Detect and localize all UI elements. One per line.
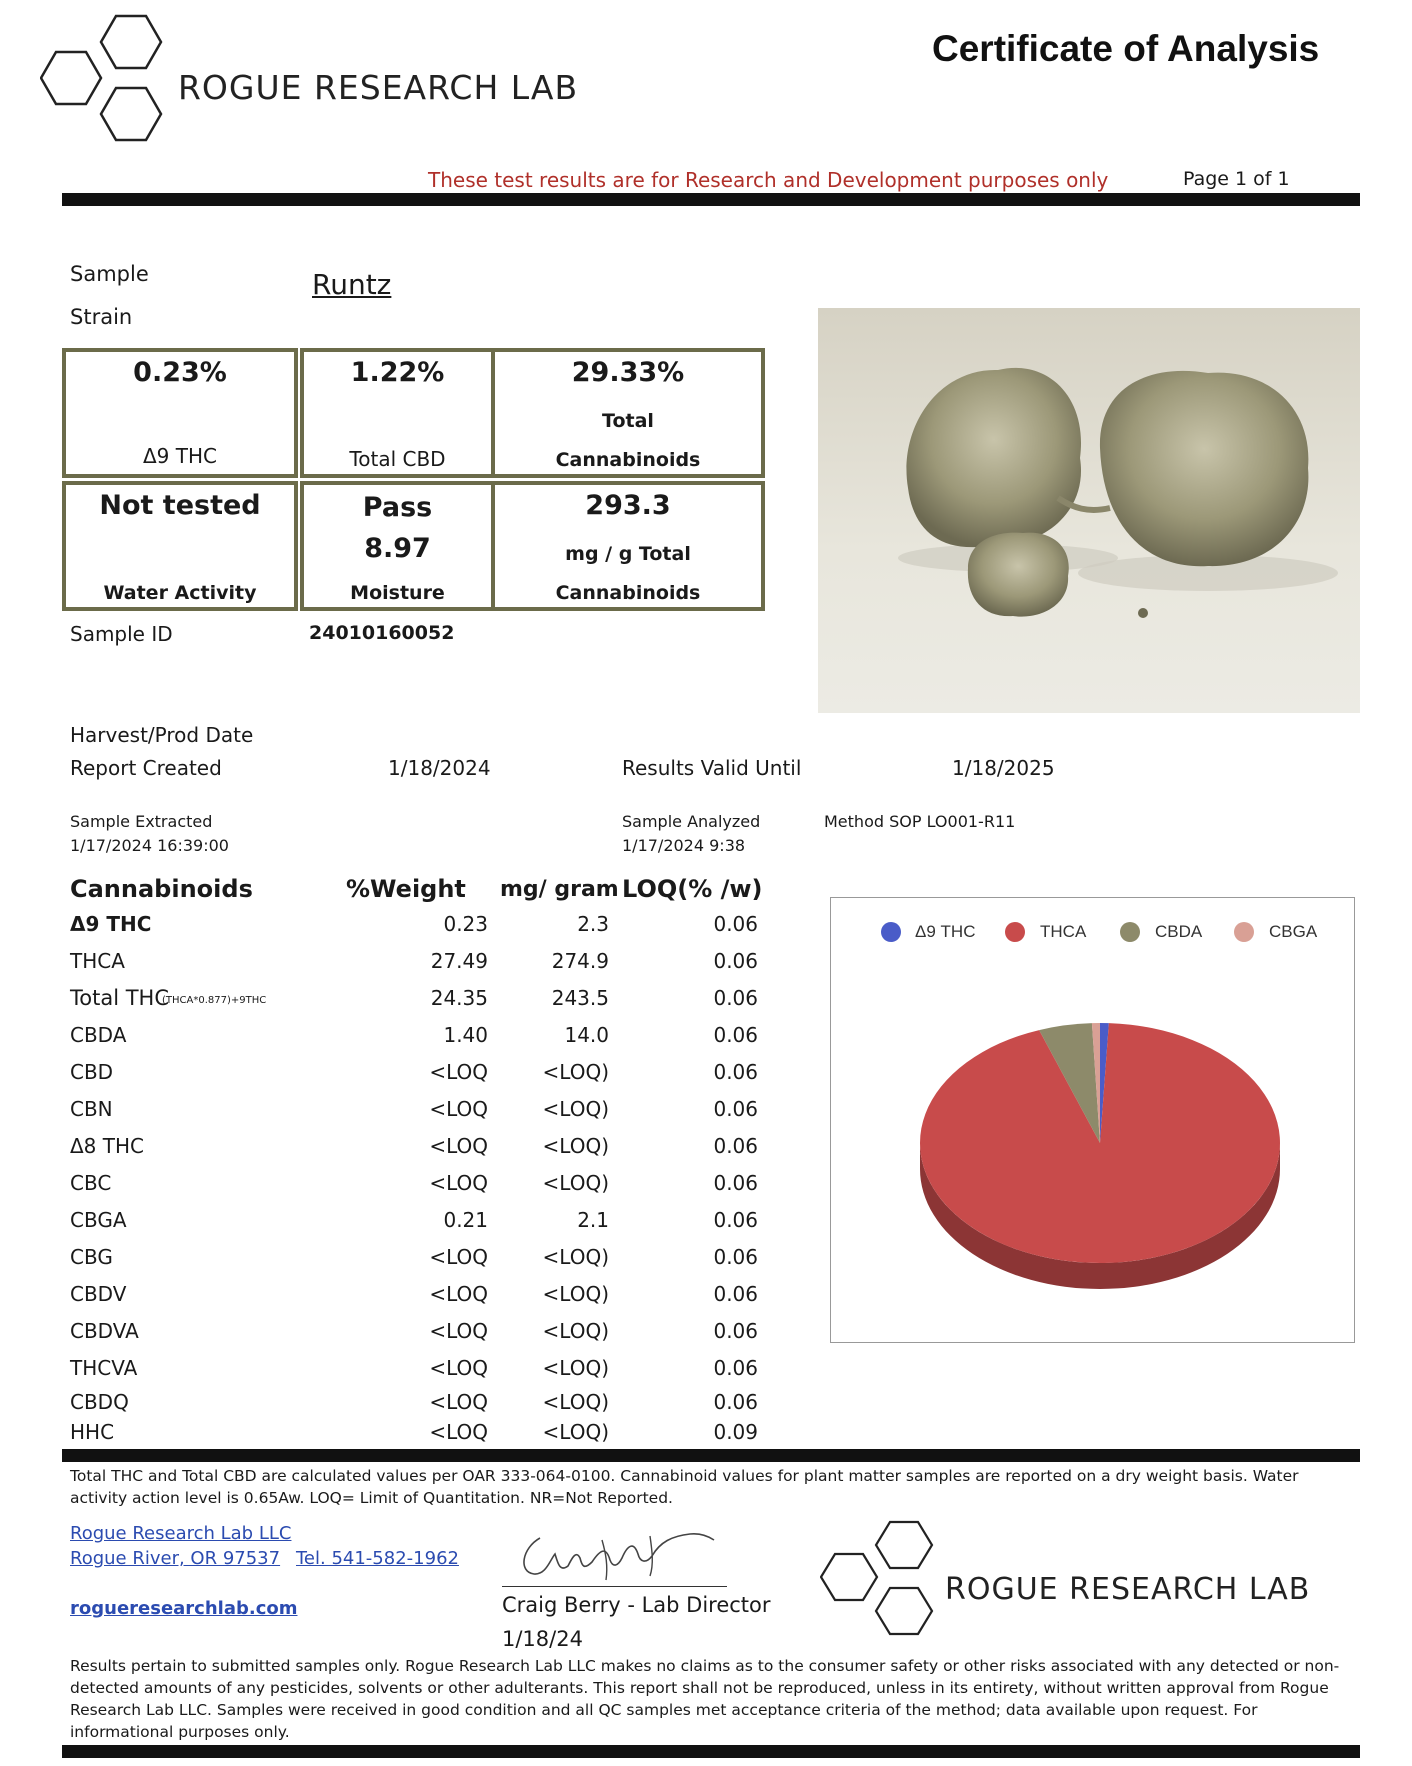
table-row-name: CBD bbox=[70, 1060, 114, 1084]
page-number: Page 1 of 1 bbox=[1183, 168, 1290, 190]
table-cell-loq: 0.06 bbox=[713, 1171, 758, 1195]
logo-hexagons-icon bbox=[40, 14, 180, 144]
legend-label-cbda: CBDA bbox=[1155, 922, 1203, 941]
legend-label-cbga: CBGA bbox=[1269, 922, 1318, 941]
table-cell-weight: <LOQ bbox=[429, 1097, 488, 1121]
sample-label: Sample bbox=[70, 262, 149, 286]
extracted-value: 1/17/2024 16:39:00 bbox=[70, 836, 229, 855]
moisture-result: Pass bbox=[362, 492, 433, 523]
table-cell-weight: <LOQ bbox=[429, 1060, 488, 1084]
mg-total-value: 293.3 bbox=[585, 490, 671, 521]
table-row-name: CBC bbox=[70, 1171, 112, 1195]
table-cell-loq: 0.06 bbox=[713, 1356, 758, 1380]
table-cell-mg: 14.0 bbox=[564, 1023, 609, 1047]
table-cell-loq: 0.06 bbox=[713, 1134, 758, 1158]
table-cell-loq: 0.06 bbox=[713, 1282, 758, 1306]
table-row-name: HHC bbox=[70, 1420, 115, 1444]
table-cell-mg: <LOQ) bbox=[542, 1319, 609, 1343]
col-header-loq: LOQ(% /w) bbox=[622, 875, 763, 903]
table-row-name: Δ8 THC bbox=[70, 1134, 144, 1158]
table-row-name: Total THC bbox=[70, 986, 170, 1010]
method-label: Method SOP LO001-R11 bbox=[824, 812, 1016, 831]
table-row-name: CBGA bbox=[70, 1208, 127, 1232]
table-cell-weight: <LOQ bbox=[429, 1319, 488, 1343]
table-cell-loq: 0.06 bbox=[713, 1208, 758, 1232]
website-link[interactable]: rogueresearchlab.com bbox=[70, 1598, 298, 1619]
table-cell-weight: <LOQ bbox=[429, 1356, 488, 1380]
table-row-name: THCVA bbox=[70, 1356, 138, 1380]
mg-total-label-2: Cannabinoids bbox=[555, 582, 701, 604]
table-cell-weight: 1.40 bbox=[443, 1023, 488, 1047]
report-created-value: 1/18/2024 bbox=[388, 756, 491, 780]
table-row-name: Δ9 THC bbox=[70, 912, 152, 936]
valid-until-label: Results Valid Until bbox=[622, 756, 802, 780]
cbd-value: 1.22% bbox=[350, 357, 445, 388]
table-cell-mg: <LOQ) bbox=[542, 1356, 609, 1380]
sample-id-label: Sample ID bbox=[70, 622, 173, 646]
cbd-label: Total CBD bbox=[349, 447, 446, 471]
total-label-2: Cannabinoids bbox=[555, 449, 701, 471]
table-row-name: THCA bbox=[70, 949, 125, 973]
table-cell-loq: 0.06 bbox=[713, 949, 758, 973]
thc-label: Δ9 THC bbox=[143, 444, 217, 468]
analyzed-label: Sample Analyzed bbox=[622, 812, 761, 831]
table-cell-weight: <LOQ bbox=[429, 1171, 488, 1195]
table-cell-mg: <LOQ) bbox=[542, 1420, 609, 1444]
cannabinoid-chart bbox=[830, 897, 1355, 1343]
table-cell-mg: <LOQ) bbox=[542, 1245, 609, 1269]
legend-label-thca: THCA bbox=[1040, 922, 1087, 941]
document-title: Certificate of Analysis bbox=[932, 28, 1320, 69]
header-logo-text: ROGUE RESEARCH LAB bbox=[178, 68, 579, 107]
table-cell-mg: <LOQ) bbox=[542, 1097, 609, 1121]
table-row-note: (THCA*0.877)+9THC bbox=[162, 995, 267, 1006]
table-cell-loq: 0.06 bbox=[713, 1245, 758, 1269]
table-cell-weight: <LOQ bbox=[429, 1390, 488, 1414]
col-header-mg: mg/ gram bbox=[500, 877, 619, 902]
table-row-name: CBG bbox=[70, 1245, 113, 1269]
footer-divider-bottom bbox=[62, 1745, 1360, 1758]
table-cell-mg: 243.5 bbox=[551, 986, 609, 1010]
water-value: Not tested bbox=[99, 490, 261, 521]
footer-logo-text: ROGUE RESEARCH LAB bbox=[945, 1572, 1311, 1607]
table-cell-mg: 274.9 bbox=[551, 949, 609, 973]
total-value: 29.33% bbox=[571, 357, 685, 388]
footer-divider-top bbox=[62, 1449, 1360, 1462]
harvest-date-label: Harvest/Prod Date bbox=[70, 723, 254, 747]
table-cell-weight: <LOQ bbox=[429, 1245, 488, 1269]
pie-plot bbox=[831, 898, 1356, 1344]
table-cell-mg: <LOQ) bbox=[542, 1390, 609, 1414]
sample-photo bbox=[818, 308, 1360, 713]
table-cell-loq: 0.06 bbox=[713, 912, 758, 936]
header-divider bbox=[62, 193, 1360, 206]
table-cell-loq: 0.06 bbox=[713, 1390, 758, 1414]
table-cell-loq: 0.06 bbox=[713, 1097, 758, 1121]
strain-name: Runtz bbox=[312, 268, 392, 301]
rd-disclaimer: These test results are for Research and Development purposes only bbox=[428, 168, 1109, 192]
mg-total-label-1: mg / g Total bbox=[565, 543, 691, 565]
legend-label-d9thc: Δ9 THC bbox=[915, 922, 976, 941]
report-created-label: Report Created bbox=[70, 756, 222, 780]
table-cell-weight: 0.23 bbox=[443, 912, 488, 936]
legal-disclaimer: Results pertain to submitted samples only. Rogue Research Lab LLC makes no claims as to the consumer safety or other risks associated with any detected or non-detected amounts of any pesticides, solvents or other adulterants. This report shall not be reproduced, unless in its entirety, without written approval from Rogue Research Lab LLC. Samples were received in good condition and all QC samples met acceptance criteria of the method; data available upon request. For informational purposes only. bbox=[70, 1657, 1340, 1741]
address-link[interactable]: Rogue River, OR 97537 bbox=[70, 1548, 281, 1569]
table-cell-weight: <LOQ bbox=[429, 1134, 488, 1158]
extracted-label: Sample Extracted bbox=[70, 812, 213, 831]
valid-until-value: 1/18/2025 bbox=[952, 756, 1055, 780]
table-cell-mg: <LOQ) bbox=[542, 1060, 609, 1084]
analyzed-value: 1/17/2024 9:38 bbox=[622, 836, 746, 855]
thc-value: 0.23% bbox=[133, 357, 227, 388]
footer-logo-hexagons-icon bbox=[820, 1520, 950, 1638]
signature-date: 1/18/24 bbox=[502, 1627, 583, 1651]
table-row-name: CBDA bbox=[70, 1023, 127, 1047]
table-row-name: CBDVA bbox=[70, 1319, 139, 1343]
phone-link[interactable]: Tel. 541-582-1962 bbox=[296, 1548, 459, 1569]
table-cell-loq: 0.06 bbox=[713, 1023, 758, 1047]
table-row-name: CBDV bbox=[70, 1282, 127, 1306]
table-cell-loq: 0.06 bbox=[713, 1319, 758, 1343]
table-cell-weight: 0.21 bbox=[443, 1208, 488, 1232]
table-cell-loq: 0.09 bbox=[713, 1420, 758, 1444]
col-header-weight: %Weight bbox=[346, 875, 466, 903]
table-cell-weight: 24.35 bbox=[430, 986, 488, 1010]
signature-line bbox=[502, 1586, 727, 1587]
table-cell-weight: <LOQ bbox=[429, 1282, 488, 1306]
table-cell-mg: 2.1 bbox=[577, 1208, 609, 1232]
total-label-1: Total bbox=[602, 410, 654, 432]
table-row-name: CBN bbox=[70, 1097, 113, 1121]
table-cell-weight: <LOQ bbox=[429, 1420, 488, 1444]
table-cell-mg: <LOQ) bbox=[542, 1282, 609, 1306]
company-link[interactable]: Rogue Research Lab LLC bbox=[70, 1523, 292, 1544]
table-cell-weight: 27.49 bbox=[430, 949, 488, 973]
sample-id-value: 24010160052 bbox=[309, 622, 455, 644]
moisture-value: 8.97 bbox=[364, 533, 431, 564]
table-row-name: CBDQ bbox=[70, 1390, 129, 1414]
table-cell-mg: <LOQ) bbox=[542, 1134, 609, 1158]
signer-name: Craig Berry - Lab Director bbox=[502, 1593, 771, 1617]
col-header-cannabinoids: Cannabinoids bbox=[70, 875, 253, 903]
table-cell-loq: 0.06 bbox=[713, 986, 758, 1010]
table-cell-mg: <LOQ) bbox=[542, 1171, 609, 1195]
table-cell-mg: 2.3 bbox=[577, 912, 609, 936]
director-signature bbox=[510, 1520, 730, 1590]
table-cell-loq: 0.06 bbox=[713, 1060, 758, 1084]
water-label: Water Activity bbox=[103, 582, 257, 604]
strain-label: Strain bbox=[70, 305, 133, 329]
moisture-label: Moisture bbox=[350, 582, 445, 604]
calc-note: Total THC and Total CBD are calculated values per OAR 333-064-0100. Cannabinoid values for plant matter samples are reported on a dry weight basis. Water activity action level is 0.65Aw. LOQ= Limit of Quantitation. NR=Not Reported. bbox=[70, 1467, 1299, 1507]
